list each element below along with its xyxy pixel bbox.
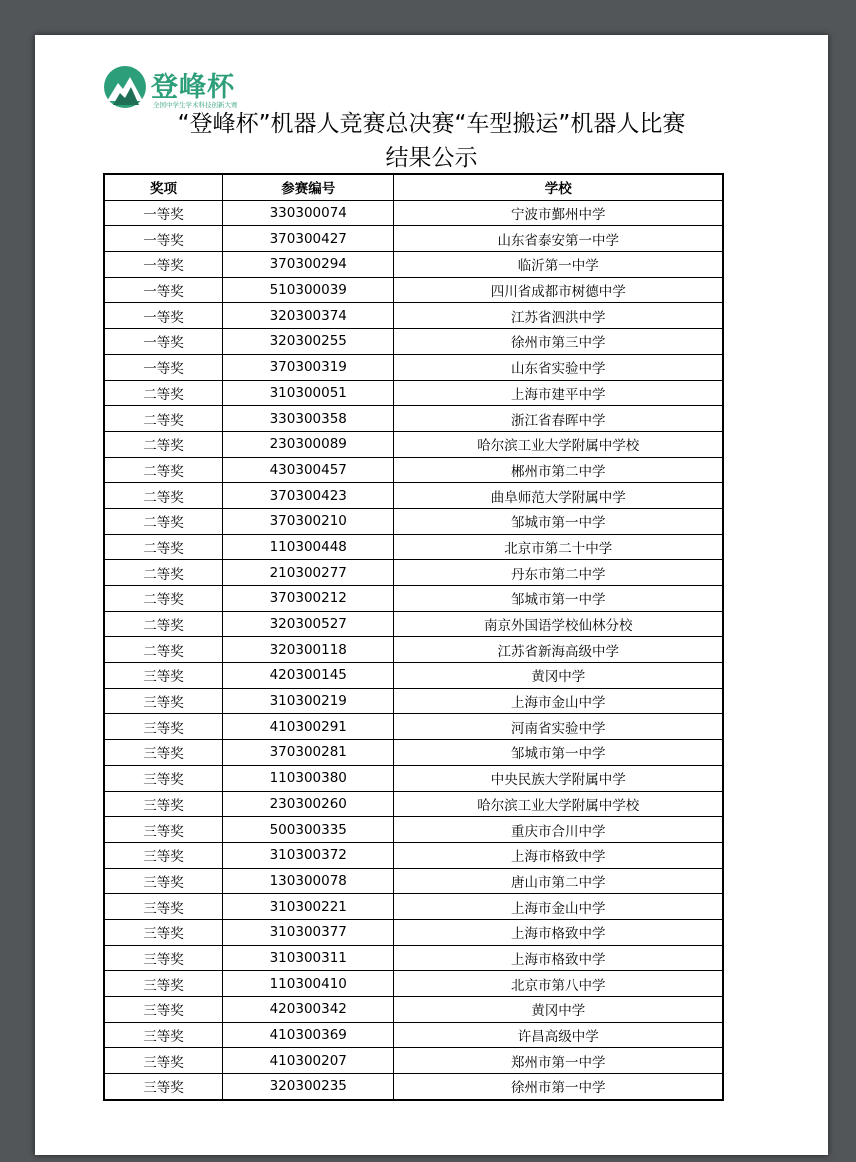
table-row [104,380,723,406]
award-cell: 一等奖 [104,303,223,329]
school-cell: 北京市第二十中学 [394,534,723,560]
entry-number-cell: 320300235 [223,1074,394,1100]
header-entry-number: 参赛编号 [223,174,394,200]
school-cell: 徐州市第三中学 [394,329,723,355]
award-cell: 二等奖 [104,508,223,534]
entry-number-cell: 130300078 [223,868,394,894]
entry-number-cell: 230300260 [223,791,394,817]
school-cell: 上海市格致中学 [394,842,723,868]
school-cell: 上海市金山中学 [394,894,723,920]
entry-number-cell: 110300410 [223,971,394,997]
school-cell: 重庆市合川中学 [394,817,723,843]
entry-number-cell: 330300358 [223,406,394,432]
table-row [104,252,723,278]
table-row [104,945,723,971]
table-row [104,329,723,355]
school-cell: 唐山市第二中学 [394,868,723,894]
table-row [104,303,723,329]
table-row [104,483,723,509]
title-line-2: 结果公示 [385,145,478,171]
entry-number-cell: 410300207 [223,1048,394,1074]
school-cell: 许昌高级中学 [394,1022,723,1048]
school-cell: 哈尔滨工业大学附属中学校 [394,431,723,457]
document-page [35,35,828,1155]
award-cell: 二等奖 [104,586,223,612]
school-cell: 上海市格致中学 [394,945,723,971]
entry-number-cell: 210300277 [223,560,394,586]
table-row [104,842,723,868]
school-cell: 郑州市第一中学 [394,1048,723,1074]
school-cell: 临沂第一中学 [394,252,723,278]
table-row [104,1048,723,1074]
table-row [104,1022,723,1048]
award-cell: 三等奖 [104,894,223,920]
entry-number-cell: 320300527 [223,611,394,637]
table-row [104,508,723,534]
entry-number-cell: 110300448 [223,534,394,560]
table-row [104,765,723,791]
award-cell: 三等奖 [104,868,223,894]
award-cell: 二等奖 [104,380,223,406]
table-row [104,560,723,586]
entry-number-cell: 110300380 [223,765,394,791]
table-row [104,226,723,252]
school-cell: 浙江省春晖中学 [394,406,723,432]
table-row [104,740,723,766]
award-cell: 一等奖 [104,329,223,355]
header-school: 学校 [394,174,723,200]
school-cell: 中央民族大学附属中学 [394,765,723,791]
award-cell: 二等奖 [104,431,223,457]
award-cell: 二等奖 [104,457,223,483]
page-title [35,107,828,175]
award-cell: 二等奖 [104,637,223,663]
entry-number-cell: 410300369 [223,1022,394,1048]
school-cell: 邹城市第一中学 [394,586,723,612]
title-line-1: “登峰杯”机器人竞赛总决赛“车型搬运”机器人比赛 [177,111,686,137]
award-cell: 三等奖 [104,714,223,740]
award-cell: 二等奖 [104,611,223,637]
entry-number-cell: 230300089 [223,431,394,457]
school-cell: 徐州市第一中学 [394,1074,723,1100]
entry-number-cell: 310300051 [223,380,394,406]
school-cell: 北京市第八中学 [394,971,723,997]
entry-number-cell: 370300210 [223,508,394,534]
entry-number-cell: 320300255 [223,329,394,355]
entry-number-cell: 370300281 [223,740,394,766]
school-cell: 江苏省新海高级中学 [394,637,723,663]
award-cell: 三等奖 [104,971,223,997]
award-cell: 一等奖 [104,200,223,226]
school-cell: 邹城市第一中学 [394,740,723,766]
table-row [104,817,723,843]
results-table [103,173,724,1101]
entry-number-cell: 410300291 [223,714,394,740]
award-cell: 三等奖 [104,1074,223,1100]
table-row [104,200,723,226]
school-cell: 黄冈中学 [394,997,723,1023]
school-cell: 邹城市第一中学 [394,508,723,534]
table-row [104,637,723,663]
entry-number-cell: 370300427 [223,226,394,252]
table-row [104,534,723,560]
award-cell: 三等奖 [104,688,223,714]
award-cell: 一等奖 [104,277,223,303]
table-row [104,457,723,483]
entry-number-cell: 420300342 [223,997,394,1023]
award-cell: 一等奖 [104,354,223,380]
table-row [104,1074,723,1100]
award-cell: 三等奖 [104,945,223,971]
award-cell: 二等奖 [104,483,223,509]
school-cell: 河南省实验中学 [394,714,723,740]
entry-number-cell: 370300319 [223,354,394,380]
school-cell: 上海市建平中学 [394,380,723,406]
award-cell: 三等奖 [104,1048,223,1074]
table-row [104,611,723,637]
school-cell: 丹东市第二中学 [394,560,723,586]
entry-number-cell: 370300212 [223,586,394,612]
school-cell: 南京外国语学校仙林分校 [394,611,723,637]
table-row [104,894,723,920]
award-cell: 三等奖 [104,740,223,766]
entry-number-cell: 310300377 [223,919,394,945]
award-cell: 三等奖 [104,997,223,1023]
table-row [104,868,723,894]
school-cell: 山东省泰安第一中学 [394,226,723,252]
table-row [104,714,723,740]
award-cell: 一等奖 [104,226,223,252]
school-cell: 宁波市鄞州中学 [394,200,723,226]
school-cell: 曲阜师范大学附属中学 [394,483,723,509]
table-row [104,688,723,714]
logo-subtitle: 全国中学生学术科技创新大赛 [153,101,238,109]
mountain-logo-icon [103,65,147,109]
award-cell: 二等奖 [104,534,223,560]
award-cell: 三等奖 [104,1022,223,1048]
entry-number-cell: 500300335 [223,817,394,843]
entry-number-cell: 310300219 [223,688,394,714]
award-cell: 一等奖 [104,252,223,278]
table-header-row [104,174,723,200]
school-cell: 四川省成都市树德中学 [394,277,723,303]
table-row [104,663,723,689]
award-cell: 二等奖 [104,560,223,586]
table-row [104,919,723,945]
school-cell: 上海市格致中学 [394,919,723,945]
award-cell: 二等奖 [104,406,223,432]
entry-number-cell: 310300372 [223,842,394,868]
entry-number-cell: 330300074 [223,200,394,226]
award-cell: 三等奖 [104,663,223,689]
school-cell: 上海市金山中学 [394,688,723,714]
table-row [104,791,723,817]
entry-number-cell: 320300118 [223,637,394,663]
award-cell: 三等奖 [104,842,223,868]
award-cell: 三等奖 [104,765,223,791]
logo-name: 登峰杯 [151,72,235,103]
entry-number-cell: 310300221 [223,894,394,920]
school-cell: 哈尔滨工业大学附属中学校 [394,791,723,817]
school-cell: 郴州市第二中学 [394,457,723,483]
table-row [104,354,723,380]
entry-number-cell: 310300311 [223,945,394,971]
award-cell: 三等奖 [104,919,223,945]
entry-number-cell: 370300423 [223,483,394,509]
entry-number-cell: 430300457 [223,457,394,483]
table-row [104,431,723,457]
table-row [104,406,723,432]
award-cell: 三等奖 [104,791,223,817]
award-cell: 三等奖 [104,817,223,843]
school-cell: 黄冈中学 [394,663,723,689]
table-row [104,586,723,612]
table-row [104,971,723,997]
school-cell: 江苏省泗洪中学 [394,303,723,329]
header-award: 奖项 [104,174,223,200]
table-row [104,997,723,1023]
entry-number-cell: 420300145 [223,663,394,689]
entry-number-cell: 370300294 [223,252,394,278]
entry-number-cell: 510300039 [223,277,394,303]
table-row [104,277,723,303]
school-cell: 山东省实验中学 [394,354,723,380]
entry-number-cell: 320300374 [223,303,394,329]
